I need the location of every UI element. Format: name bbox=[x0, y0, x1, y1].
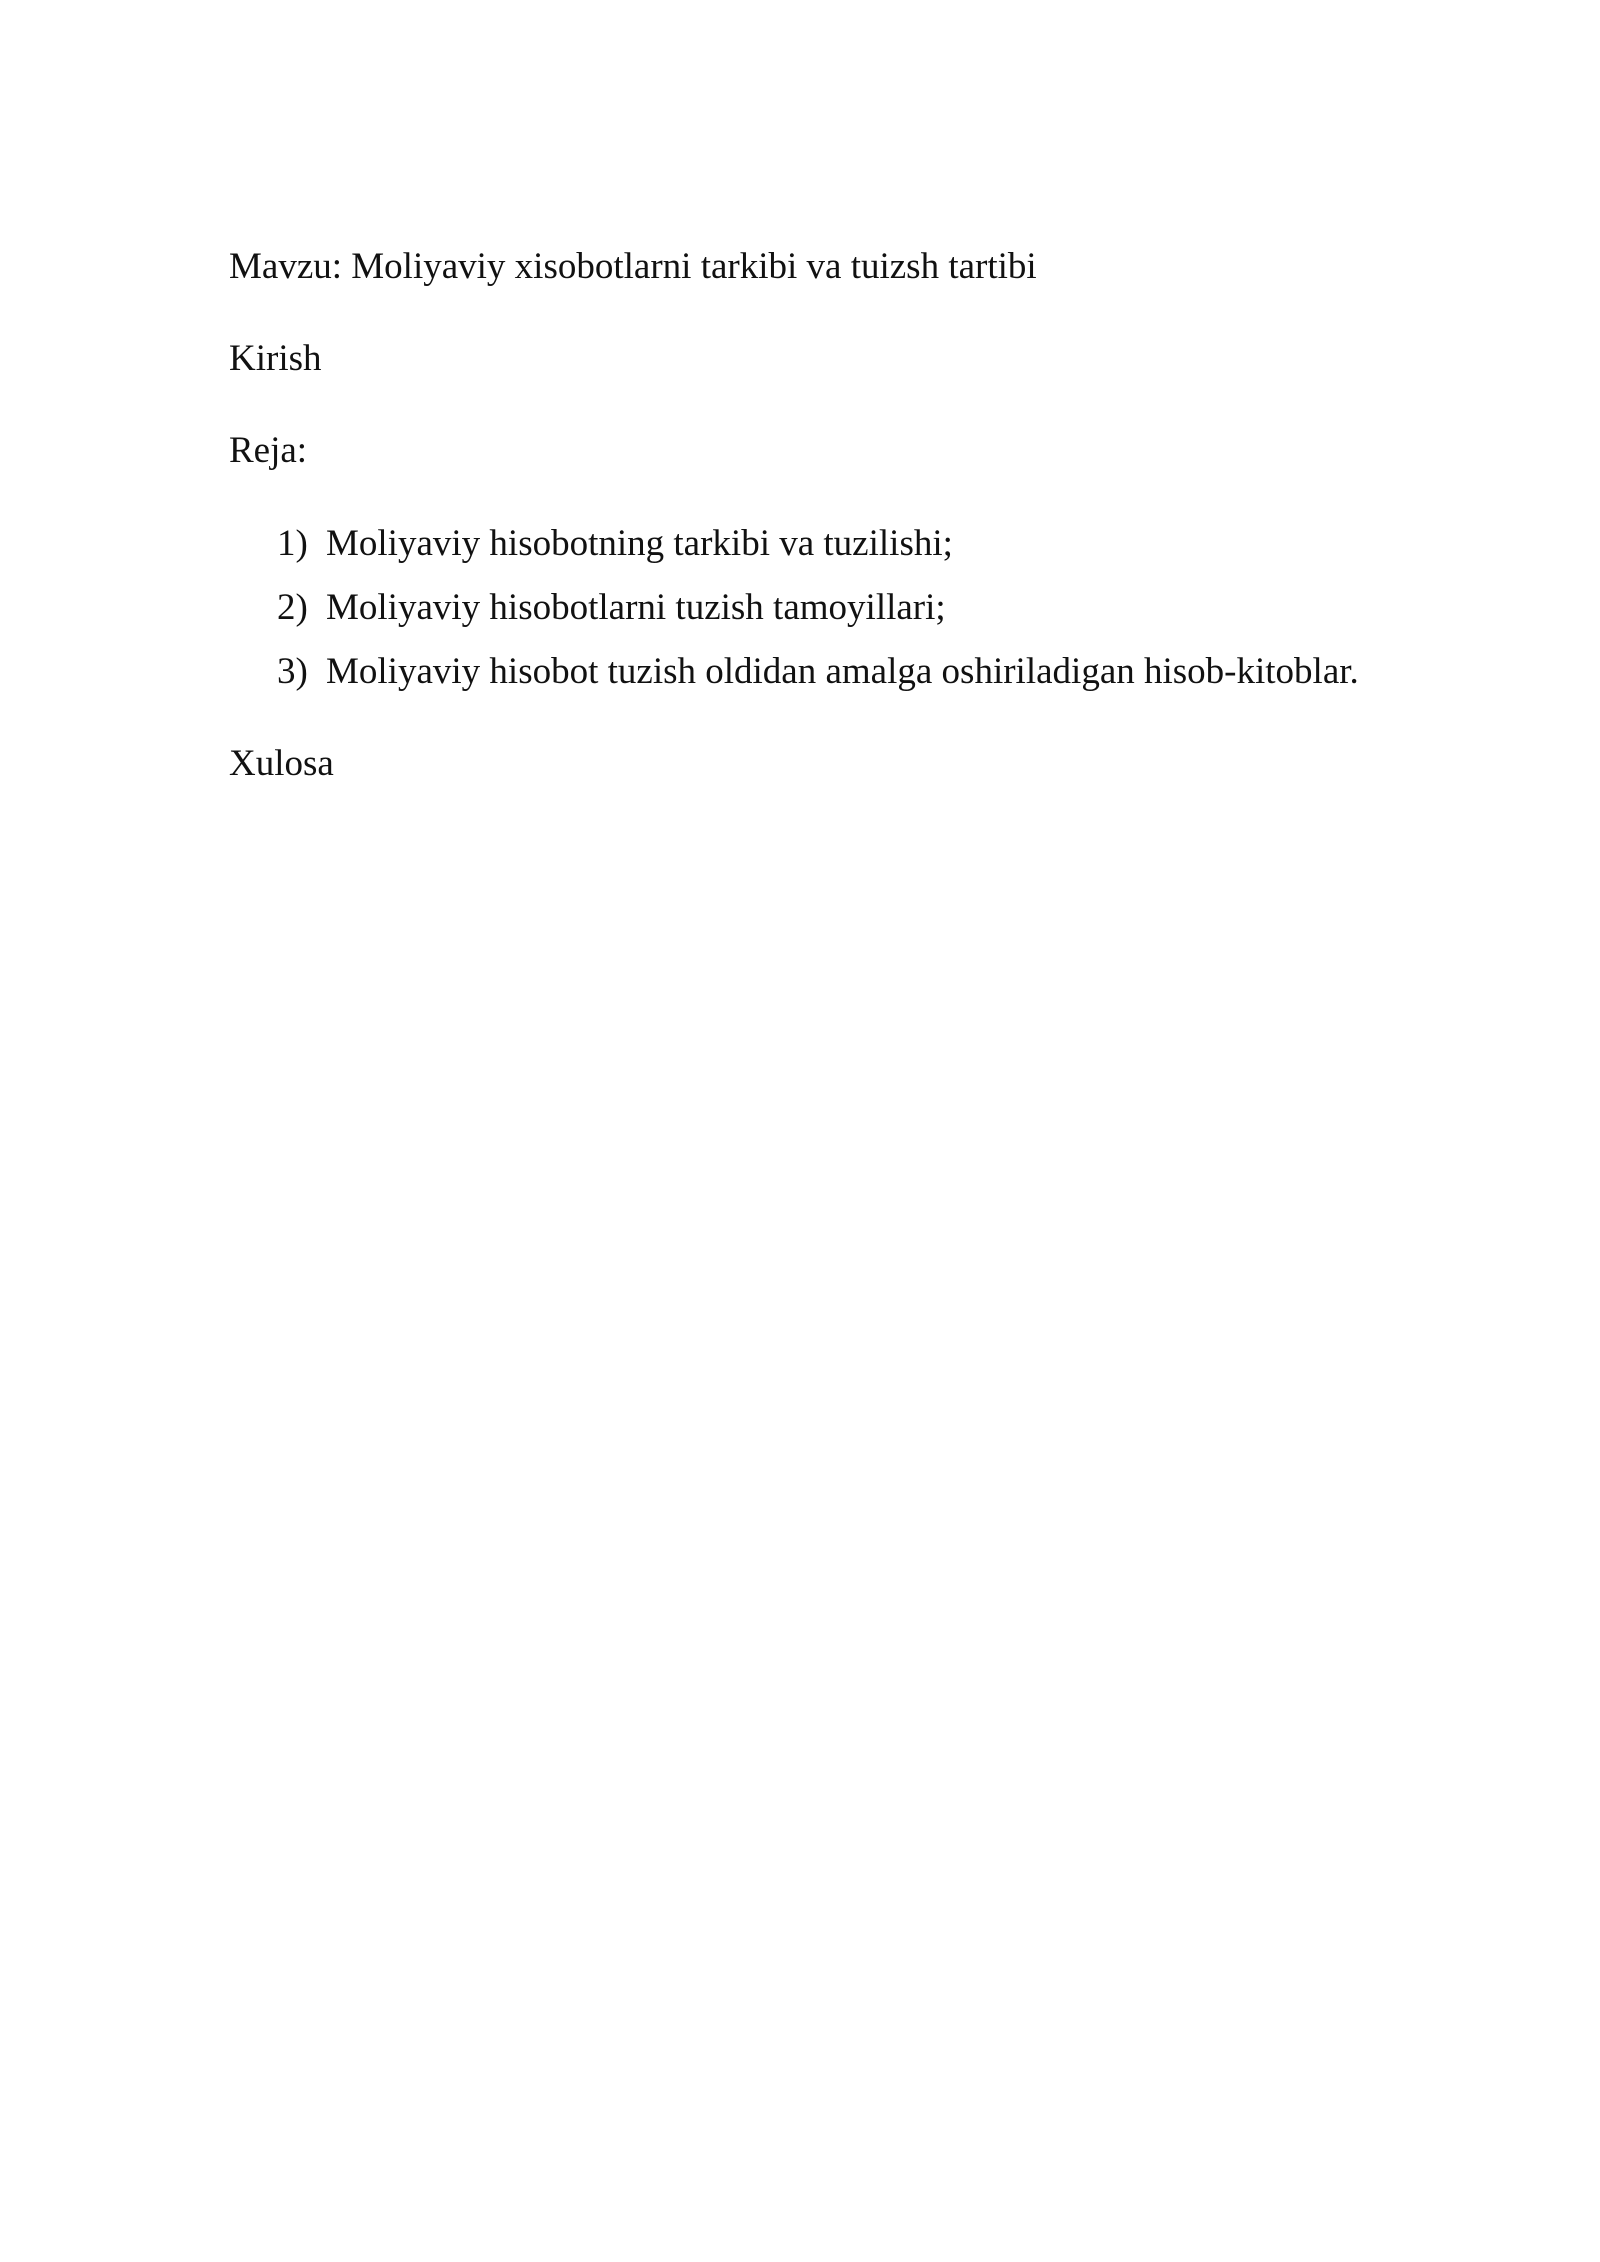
plan-item-number: 1) bbox=[277, 523, 308, 564]
plan-item-text: Moliyaviy hisobotlarni tuzish tamoyillari; bbox=[326, 587, 946, 628]
plan-item-number: 2) bbox=[277, 587, 308, 628]
plan-list bbox=[277, 522, 1359, 694]
document-topic: Mavzu: Moliyaviy xisobotlarni tarkibi va tuizsh tartibi bbox=[229, 246, 1037, 287]
plan-heading: Reja: bbox=[229, 430, 308, 471]
conclusion-heading: Xulosa bbox=[229, 743, 334, 784]
plan-item bbox=[277, 586, 1359, 630]
plan-item-number: 3) bbox=[277, 651, 308, 692]
plan-item-text: Moliyaviy hisobotning tarkibi va tuzilishi; bbox=[326, 523, 953, 564]
plan-item bbox=[277, 522, 1359, 566]
plan-item-text: Moliyaviy hisobot tuzish oldidan amalga oshiriladigan hisob-kitoblar. bbox=[326, 651, 1359, 692]
plan-item bbox=[277, 650, 1359, 694]
intro-heading: Kirish bbox=[229, 338, 322, 379]
